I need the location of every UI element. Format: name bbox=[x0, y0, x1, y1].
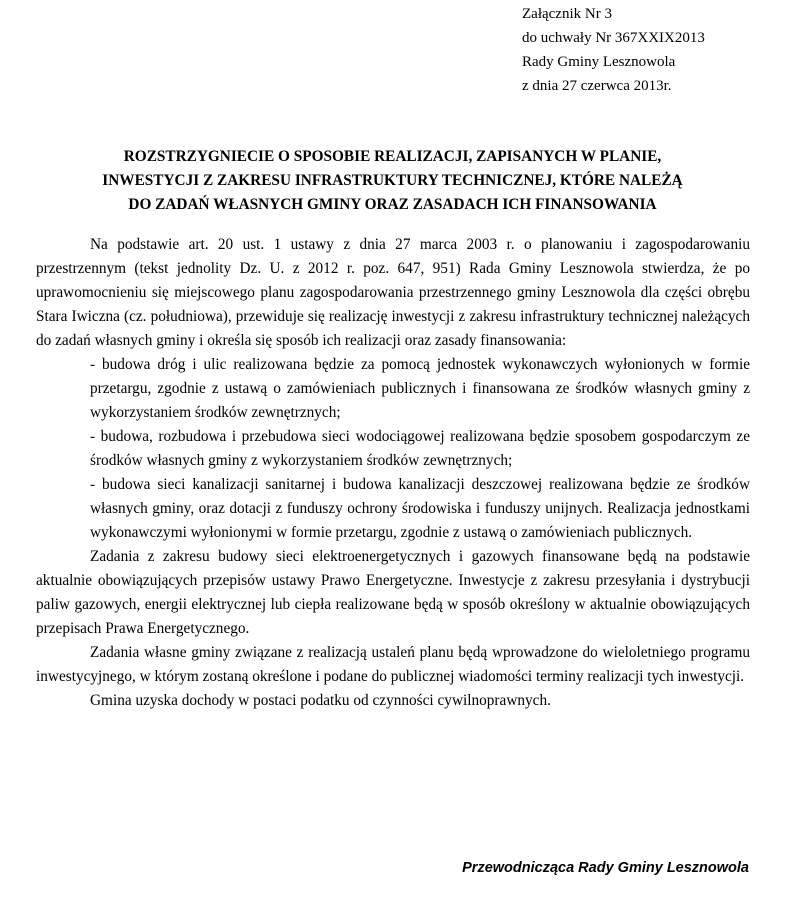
title-line-3: DO ZADAŃ WŁASNYCH GMINY ORAZ ZASADACH ICH FINANSOWANIA bbox=[128, 196, 657, 213]
attachment-header bbox=[522, 2, 705, 98]
title-line-2: INWESTYCJI Z ZAKRESU INFRASTRUKTURY TECHNICZNEJ, KTÓRE NALEŻĄ bbox=[102, 172, 683, 189]
intro-paragraph: Na podstawie art. 20 ust. 1 ustawy z dnia 27 marca 2003 r. o planowaniu i zagospodarowaniu przestrzennym (tekst jednolity Dz. U. z 2012 r. poz. 647, 951) Rada Gminy Lesznowola stwierdza, że po uprawomocnieniu się miejscowego planu zagospodarowania przestrzennego gminy Lesznowola dla części obrębu Stara Iwiczna (cz. południowa), przewiduje się realizację inwestycji z zakresu infrastruktury technicznej należących do zadań własnych gminy i określa się sposób ich realizacji oraz zasady finansowania: bbox=[36, 236, 750, 349]
income-paragraph: Gmina uzyska dochody w postaci podatku od czynności cywilnoprawnych. bbox=[90, 692, 551, 709]
attachment-number: Załącznik Nr 3 bbox=[522, 6, 612, 22]
document-title bbox=[20, 145, 765, 217]
energy-paragraph: Zadania z zakresu budowy sieci elektroenergetycznych i gazowych finansowane będą na podstawie aktualnie obowiązujących przepisów ustawy Prawo Energetyczne. Inwestycje z zakresu przesyłania i dystrybucji paliw gazowych, energii elektrycznej lub ciepła realizowane będą w sposób określony w aktualnie obowiązujących przepisach Prawa Energetycznego. bbox=[36, 548, 750, 637]
bullet-item-roads: - budowa dróg i ulic realizowana będzie za pomocą jednostek wykonawczych wyłonionych w formie przetargu, zgodnie z ustawą o zamówieniach publicznych i finansowana ze środków własnych gminy z wykorzystaniem środków zewnętrznych; bbox=[90, 356, 750, 421]
resolution-number: do uchwały Nr 367XXIX2013 bbox=[522, 30, 705, 46]
council-name: Rady Gminy Lesznowola bbox=[522, 54, 676, 70]
title-line-1: ROZSTRZYGNIECIE O SPOSOBIE REALIZACJI, ZAPISANYCH W PLANIE, bbox=[123, 148, 662, 165]
signature: Przewodnicząca Rady Gminy Lesznowola bbox=[462, 860, 749, 876]
document-body bbox=[36, 233, 750, 713]
resolution-date: z dnia 27 czerwca 2013r. bbox=[522, 78, 672, 94]
bullet-item-sewage: - budowa sieci kanalizacji sanitarnej i budowa kanalizacji deszczowej realizowana będzie ze środków własnych gminy, oraz dotacji z funduszy ochrony środowiska i funduszy unijnych. Realizacja jednostkami wykonawczymi wyłonionymi w formie przetargu, zgodnie z ustawą o zamówieniach publicznych. bbox=[90, 476, 750, 541]
bullet-list bbox=[36, 353, 750, 545]
investment-program-paragraph: Zadania własne gminy związane z realizacją ustaleń planu będą wprowadzone do wieloletniego programu inwestycyjnego, w którym zostaną określone i podane do publicznej wiadomości terminy realizacji tych inwestycji. bbox=[36, 644, 750, 685]
bullet-item-water: - budowa, rozbudowa i przebudowa sieci wodociągowej realizowana będzie sposobem gospodarczym ze środków własnych gminy z wykorzystaniem środków zewnętrznych; bbox=[90, 428, 750, 469]
